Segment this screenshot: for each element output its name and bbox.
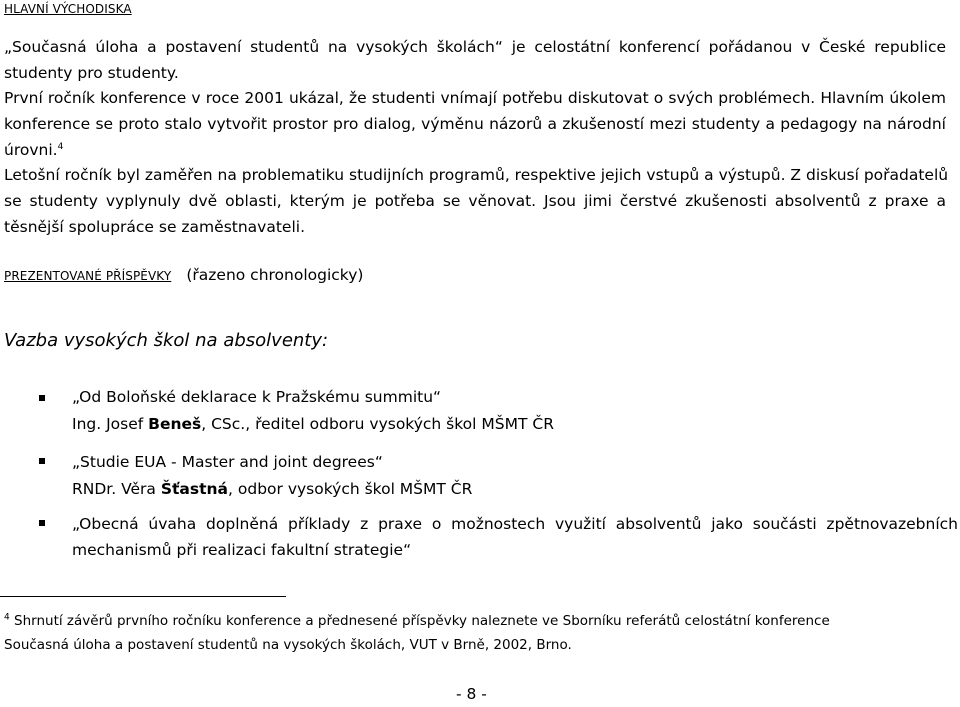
list-item-title: „Od Boloňské deklarace k Pražskému summitu“ <box>72 388 442 406</box>
bullet-square-icon <box>39 395 45 401</box>
paragraph-first-year-line-3 <box>4 137 946 163</box>
paragraph-this-year-line-1: Letošní ročník byl zaměřen na problematiku studijních programů, respektive jejich vstupů a výstupů. Z diskusí pořadatelů <box>4 166 949 184</box>
footnote <box>4 609 830 657</box>
author-surname: Beneš <box>148 415 202 433</box>
page-number: - 8 - <box>456 685 487 703</box>
section-heading-row <box>4 262 363 288</box>
bullet-square-icon <box>39 520 45 526</box>
section-heading-note: (řazeno chronologicky) <box>186 266 364 284</box>
paragraph-this-year-line-3: těsnější spolupráce se zaměstnavateli. <box>4 218 305 236</box>
paragraph-first-year-line-1: První ročník konference v roce 2001 ukázal, že studenti vnímají potřebu diskutovat o svých problémech. Hlavním úkolem <box>4 89 946 107</box>
list-item-title-line-1: „Obecná úvaha doplněná příklady z praxe o možnostech využití absolventů jako součásti zpětnovazebních <box>72 515 958 533</box>
list-item-author <box>72 476 472 502</box>
paragraph-first-year-line-3-text: úrovni. <box>4 141 58 159</box>
paragraph-this-year-line-2: se studenty vyplynuly dvě oblasti, kterým je potřeba se věnovat. Jsou jimi čerstvé zkušenosti absolventů z praxe a <box>4 192 946 210</box>
paragraph-this-year <box>4 162 949 240</box>
footnote-line-2: Současná úloha a postavení studentů na vysokých školách, VUT v Brně, 2002, Brno. <box>4 637 572 653</box>
section-heading-prezentovane-prispevky: PREZENTOVANÉ PŘÍSPĚVKY <box>4 269 172 283</box>
paragraph-first-year-line-2: konference se proto stalo vytvořit prostor pro dialog, výměnu názorů a zkušeností mezi studenty a pedagogy na národní <box>4 115 946 133</box>
footnote-divider <box>0 596 286 597</box>
footnote-number: 4 <box>4 612 10 623</box>
topic-title: Vazba vysokých škol na absolventy: <box>4 330 329 351</box>
paragraph-intro-line-1: „Současná úloha a postavení studentů na vysokých školách“ je celostátní konferencí pořádanou v České republice <box>4 38 946 56</box>
section-heading-hlavni-vychodiska: HLAVNÍ VÝCHODISKA <box>4 2 132 16</box>
author-prefix: Ing. Josef <box>72 415 149 433</box>
footnote-line-1-text: Shrnutí závěrů prvního ročníku konference a přednesené příspěvky naleznete ve Sborníku referátů celostátní konference <box>9 613 830 629</box>
author-suffix: , CSc., ředitel odboru vysokých škol MŠMT ČR <box>201 415 554 433</box>
bullet-square-icon <box>39 458 45 464</box>
list-item-title-multiline <box>72 511 958 563</box>
list-item-title-line-2: mechanismů při realizaci fakultní strategie“ <box>72 541 412 559</box>
list-item-author <box>72 411 554 437</box>
author-surname: Šťastná <box>160 480 229 498</box>
paragraph-first-year <box>4 85 946 163</box>
footnote-line-1 <box>4 609 830 633</box>
footnote-reference: 4 <box>57 141 64 152</box>
author-suffix: , odbor vysokých škol MŠMT ČR <box>228 480 473 498</box>
author-prefix: RNDr. Věra <box>72 480 161 498</box>
paragraph-intro <box>4 34 946 86</box>
paragraph-intro-line-2: studenty pro studenty. <box>4 64 179 82</box>
list-item-title: „Studie EUA - Master and joint degrees“ <box>72 453 383 471</box>
